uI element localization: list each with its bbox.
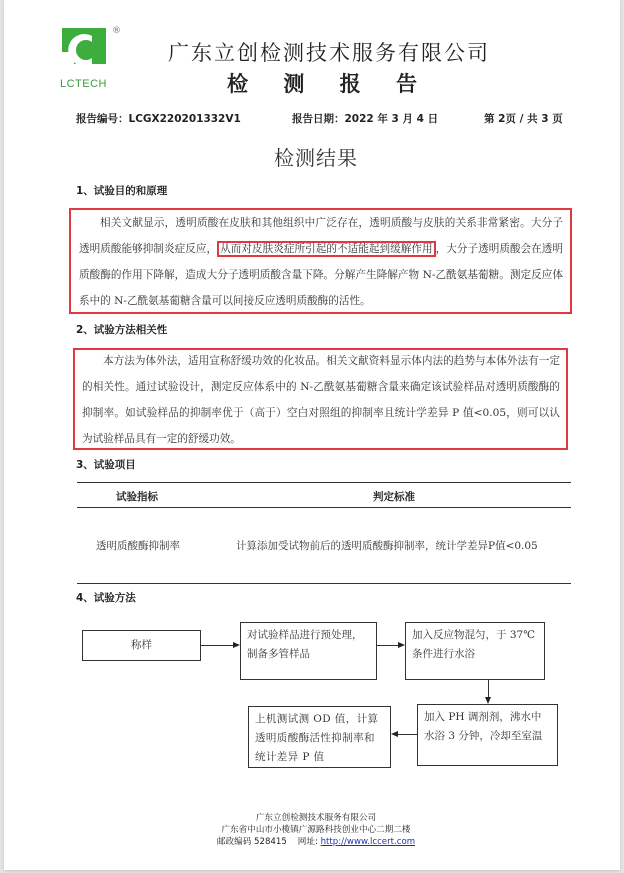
table-cell-indicator: 透明质酸酶抑制率 bbox=[96, 540, 180, 552]
section-1-paragraph bbox=[79, 210, 563, 314]
section-2-title: 2、试验方法相关性 bbox=[76, 324, 168, 336]
footer-contact bbox=[4, 835, 624, 847]
logo-mark-icon bbox=[62, 28, 106, 72]
flow-step-weigh-sample: 称样 bbox=[82, 630, 201, 661]
report-date-value: 2022 年 3 月 4 日 bbox=[344, 113, 439, 125]
flow-step-measure-od: 上机测试测 OD 值，计算透明质酸酶活性抑制率和统计差异 P 值 bbox=[248, 706, 391, 768]
arrow-head-right-icon bbox=[398, 642, 405, 648]
arrow-head-left-icon bbox=[391, 731, 398, 737]
table-header-criteria: 判定标准 bbox=[373, 491, 415, 503]
flow-step-water-bath: 加入反应物混匀，于 37℃条件进行水浴 bbox=[405, 622, 545, 680]
section-2-paragraph: 本方法为体外法，适用宣称舒缓功效的化妆品。相关文献资料显示体内法的趋势与本体外法有一定的相关性。通过试验设计，测定反应体系中的 N-乙酰氨基葡糖含量来确定该试验样品对透明质酸酶的抑制率。如试验样品的抑制率优于（高于）空白对照组的抑制率且统计学差异 P 值<0.05，则可以认为试验样品具有一定的舒缓功效。 bbox=[82, 355, 560, 445]
section-1-text-after: ，大分子透明质酸会在透明质酸酶的作用下降解，造成大分子透明质酸含量下降。分解产生降解产物 N-乙酰氨基葡糖。测定反应体系中的 N-乙酰氨基葡糖含量可以间接反应透明质酸酶的活性。 bbox=[79, 243, 564, 307]
registered-mark: ® bbox=[112, 26, 121, 36]
report-number-label: 报告编号： bbox=[76, 113, 129, 125]
arrow-head-right-icon bbox=[233, 642, 240, 648]
flow-arrow-2 bbox=[377, 645, 399, 646]
page-info: 第 2页 / 共 3 页 bbox=[484, 113, 563, 125]
section-3-title: 3、试验项目 bbox=[76, 459, 136, 471]
table-bottom-rule bbox=[77, 583, 571, 584]
section-1-highlight-box bbox=[69, 208, 572, 314]
report-page bbox=[4, 0, 620, 870]
website-label: 网址: bbox=[297, 837, 318, 847]
footer-company: 广东立创检测技术服务有限公司 bbox=[255, 813, 377, 823]
table-cell-criteria: 计算添加受试物前后的透明质酸酶抑制率，统计学差异P值<0.05 bbox=[236, 540, 538, 552]
arrow-head-down-icon bbox=[485, 697, 491, 704]
section-1-text-before: 相关文献显示，透明质酸在皮肤和其他组织中广泛存在，透明质酸与皮肤的关系非常紧密。大分子透明质酸能够抑制炎症反应， bbox=[79, 217, 563, 255]
report-date-label: 报告日期： bbox=[292, 113, 345, 125]
postcode-label: 邮政编码 bbox=[216, 837, 252, 847]
report-title: 检 测 报 告 bbox=[227, 72, 431, 96]
flow-arrow-1 bbox=[201, 645, 235, 646]
section-1-highlighted-phrase: 从而对皮肤炎症所引起的不适能起到缓解作用 bbox=[217, 241, 435, 257]
website-link[interactable]: http://www.lccert.com bbox=[320, 837, 416, 847]
flow-step-pretreat: 对试验样品进行预处理，制备多管样品 bbox=[240, 622, 377, 680]
company-name: 广东立创检测技术服务有限公司 bbox=[168, 41, 490, 65]
section-1-title: 1、试验目的和原理 bbox=[76, 185, 168, 197]
section-2-highlight-box bbox=[73, 348, 568, 450]
logo-text: LCTECH bbox=[60, 78, 108, 90]
results-title: 检测结果 bbox=[274, 146, 358, 170]
table-header-rule bbox=[77, 507, 571, 508]
report-number bbox=[76, 111, 241, 126]
table-header-indicator: 试验指标 bbox=[116, 491, 158, 503]
flow-step-ph-boil: 加入 PH 调剂剂，沸水中水浴 3 分钟，冷却至室温 bbox=[417, 704, 558, 766]
report-date bbox=[292, 111, 438, 126]
postcode-value: 528415 bbox=[254, 837, 287, 847]
flow-arrow-4 bbox=[397, 734, 417, 735]
table-top-rule bbox=[77, 482, 571, 483]
flow-arrow-3 bbox=[488, 680, 489, 698]
section-4-title: 4、试验方法 bbox=[76, 592, 136, 604]
report-number-value: LCGX220201332V1 bbox=[128, 113, 241, 125]
footer-address: 广东省中山市小榄镇广源路科技创业中心二期二楼 bbox=[221, 825, 411, 835]
